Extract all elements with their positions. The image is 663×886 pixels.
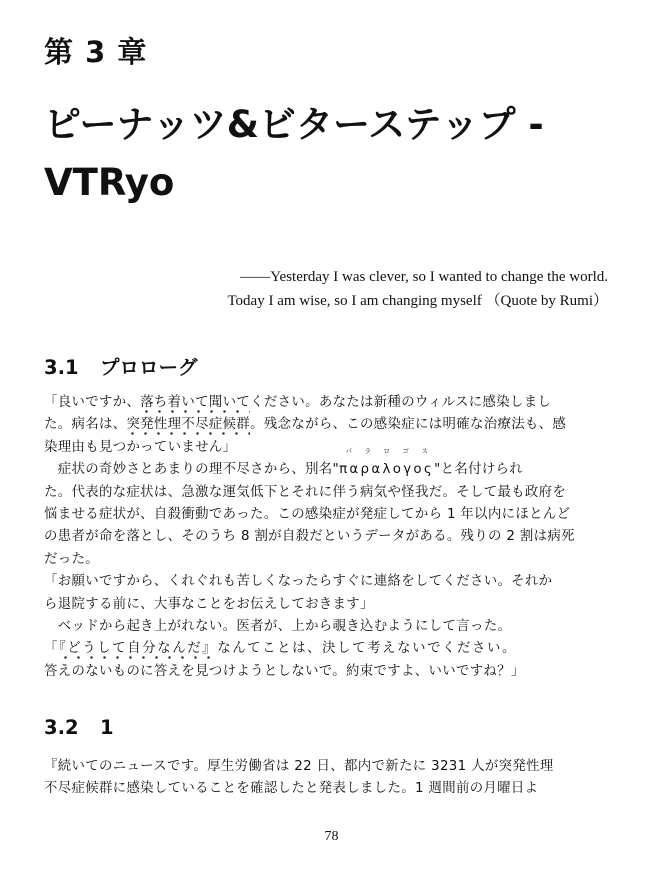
emphasis-dots: 『どうして自分なんだ』 xyxy=(59,641,217,660)
section-title: 1 xyxy=(100,716,114,739)
text-line: ベッドから起き上がれない。医者が、上から覗き込むようにして言った。 xyxy=(44,618,512,634)
text-line: 不尽症候群に感染していることを確認したと発表しました。1 週間前の月曜日よ xyxy=(44,781,539,797)
epigraph-line: Today I am wise, so I am changing myself （Quote by Rumi） xyxy=(227,293,608,309)
section-body-1 xyxy=(44,756,610,801)
chapter-title-line: VTRyo xyxy=(44,161,175,204)
chapter-title-line: ピーナッツ&ビターステップ - xyxy=(44,103,544,146)
ruby-annotation: パ ラ ロ ゴ ス xyxy=(345,447,428,456)
epigraph-line: ——Yesterday I was clever, so I wanted to change the world. xyxy=(240,269,608,285)
greek-word: παραλογος xyxy=(339,462,435,478)
section-body-prologue xyxy=(44,392,610,683)
greek-word-with-ruby xyxy=(339,447,435,481)
text-line: 「『どうして自分なんだ』なんてことは、決して考えないでください。 xyxy=(44,638,610,660)
emphasis-dots: 突発性理不尽症候群 xyxy=(126,417,250,436)
section-title: プロローグ xyxy=(100,356,198,379)
text-line: ら退院する前に、大事なことをお伝えしておきます」 xyxy=(44,596,374,612)
text-line: 答えのないものに答えを見つけようとしないで。約束ですよ、いいですね？」 xyxy=(44,663,525,679)
text-line: 「良いですか、落ち着いて聞いてください。あなたは新種のウィルスに感染しまし xyxy=(44,392,610,414)
text-line: 「お願いですから、くれぐれも苦しくなったらすぐに連絡をしてください。それか xyxy=(44,574,553,590)
text-line: 『続いてのニュースです。厚生労働省は 22 日、都内で新たに 3231 人が突発性理 xyxy=(44,759,554,774)
section-heading-prologue xyxy=(44,352,198,380)
page-number: 78 xyxy=(324,829,339,844)
text-line: だった。 xyxy=(44,551,99,567)
section-number: 3.1 xyxy=(44,356,79,379)
text-line: た。病名は、突発性理不尽症候群。残念ながら、この感染症には明確な治療法も、感 xyxy=(44,414,610,436)
chapter-label: 第 3 章 xyxy=(44,35,148,69)
emphasis-dots: 落ち着いて聞いて xyxy=(140,395,250,414)
text-line: 悩ませる症状が、自殺衝動であった。この感染症が発症してから 1 年以内にほとんど xyxy=(44,506,571,522)
section-heading-1 xyxy=(44,716,114,739)
text-line: 症状の奇妙さとあまりの理不尽さから、別名"παραλογος パ ラ ロ ゴ ス "と名付けられ xyxy=(44,459,610,481)
text-line: た。代表的な症状は、急激な運気低下とそれに伴う病気や怪我だ。そして最も政府を xyxy=(44,484,567,500)
section-number: 3.2 xyxy=(44,716,79,739)
epigraph-quote xyxy=(227,265,608,313)
chapter-title xyxy=(44,96,624,212)
text-line: の患者が命を落とし、そのうち 8 割が自殺だというデータがある。残りの 2 割は病死 xyxy=(44,529,575,545)
text-line: 染理由も見つかっていません」 xyxy=(44,439,237,455)
